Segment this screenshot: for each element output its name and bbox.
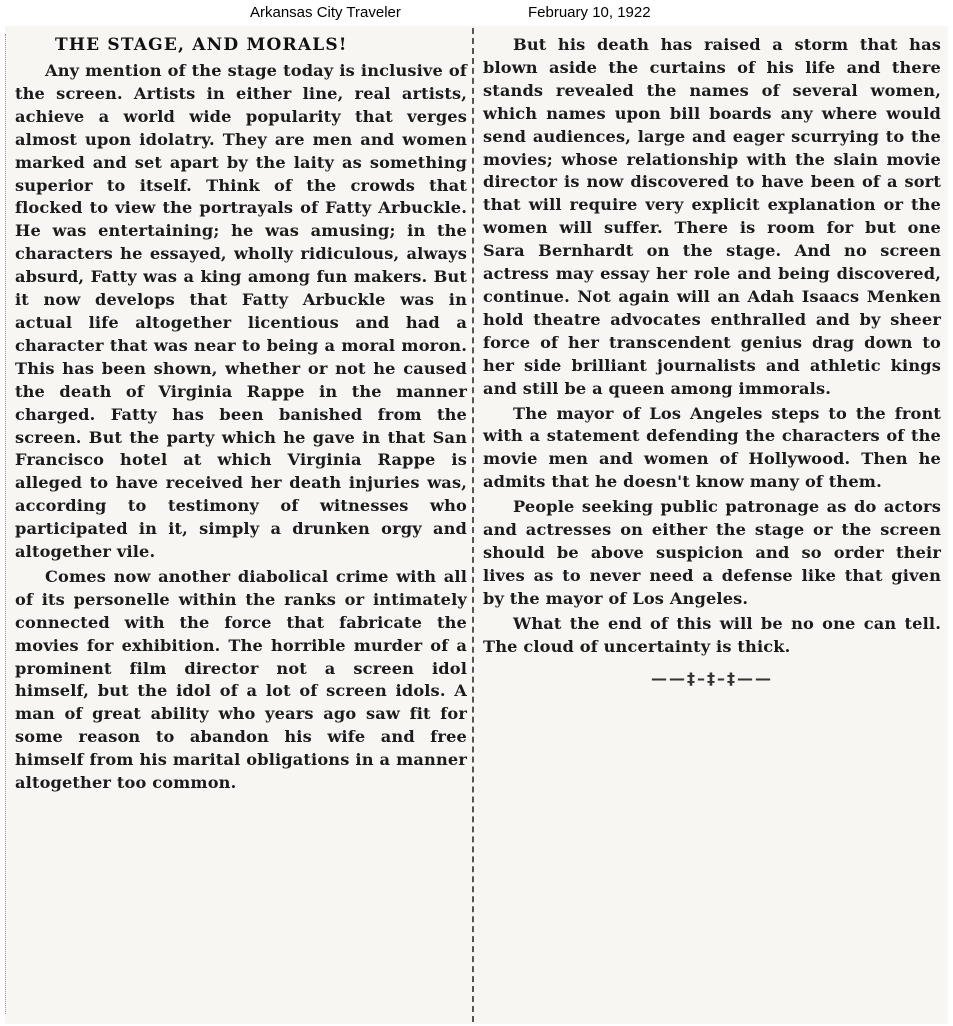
- article-paragraph: Comes now another diabolical crime with all of its personelle within the ranks or intimately connected with the force that fabricate the movies for exhibition. The horrible murder of a prominent film director not a screen idol himself, but the idol of a lot of screen idols. A man of great ability who years ago saw fit for some reason to abandon his wife and free himself from his marital obligations in a manner altogether too common.: [15, 566, 467, 793]
- article-paragraph: But his death has raised a storm that has blown aside the curtains of his life and there stands revealed the names of several women, which names upon bill boards any where would send audiences, large and eager scurrying to the movies; whose relationship with the slain movie director is now discovered to have been of a sort that will require very explicit explanation or the women will suffer. There is room for but one Sara Bernhardt on the stage. And no screen actress may essay her role and being discovered, continue. Not again will an Adah Isaacs Menken hold theatre advocates enthralled and by sheer force of her transcendent genius drag down to her side brilliant journalists and athletic kings and still be a queen among immorals.: [483, 35, 941, 398]
- publication-date-caption: February 10, 1922: [528, 4, 651, 21]
- right-column: [483, 34, 941, 691]
- left-column-border: [5, 34, 6, 1014]
- article-paragraph: What the end of this will be no one can tell. The cloud of uncertainty is thick.: [483, 613, 941, 656]
- article-paragraph: People seeking public patronage as do actors and actresses on either the stage or the screen should be above suspicion and so order their lives as to never need a defense like that given by the mayor of Los Angeles.: [483, 497, 941, 608]
- column-divider: [472, 28, 474, 1022]
- end-ornament: ——‡–‡–‡——: [651, 669, 773, 689]
- newspaper-clipping: [5, 26, 948, 1024]
- newspaper-name-caption: Arkansas City Traveler: [250, 4, 401, 21]
- article-headline: THE STAGE, AND MORALS!: [55, 35, 348, 55]
- article-paragraph: The mayor of Los Angeles steps to the front with a statement defending the characters of the movie men and women of Hollywood. Then he admits that he doesn't know many of them.: [483, 403, 941, 492]
- article-paragraph: Any mention of the stage today is inclusive of the screen. Artists in either line, real artists, achieve a world wide popularity that verges almost upon idolatry. They are men and women marked and set apart by the laity as something superior to itself. Think of the crowds that flocked to view the portrayals of Fatty Arbuckle. He was entertaining; he was amusing; in the characters he essayed, wholly ridiculous, always absurd, Fatty was a king among fun makers. But it now develops that Fatty Arbuckle was in actual life altogether licentious and had a character that was near to being a moral moron. This has been shown, whether or not he caused the death of Virginia Rappe in the manner charged. Fatty has been banished from the screen. But the party which he gave in that San Francisco hotel at which Virginia Rappe is alleged to have received her death injuries was, according to testimony of witnesses who participated in it, simply a drunken orgy and altogether vile.: [15, 61, 467, 562]
- left-column: [15, 34, 467, 795]
